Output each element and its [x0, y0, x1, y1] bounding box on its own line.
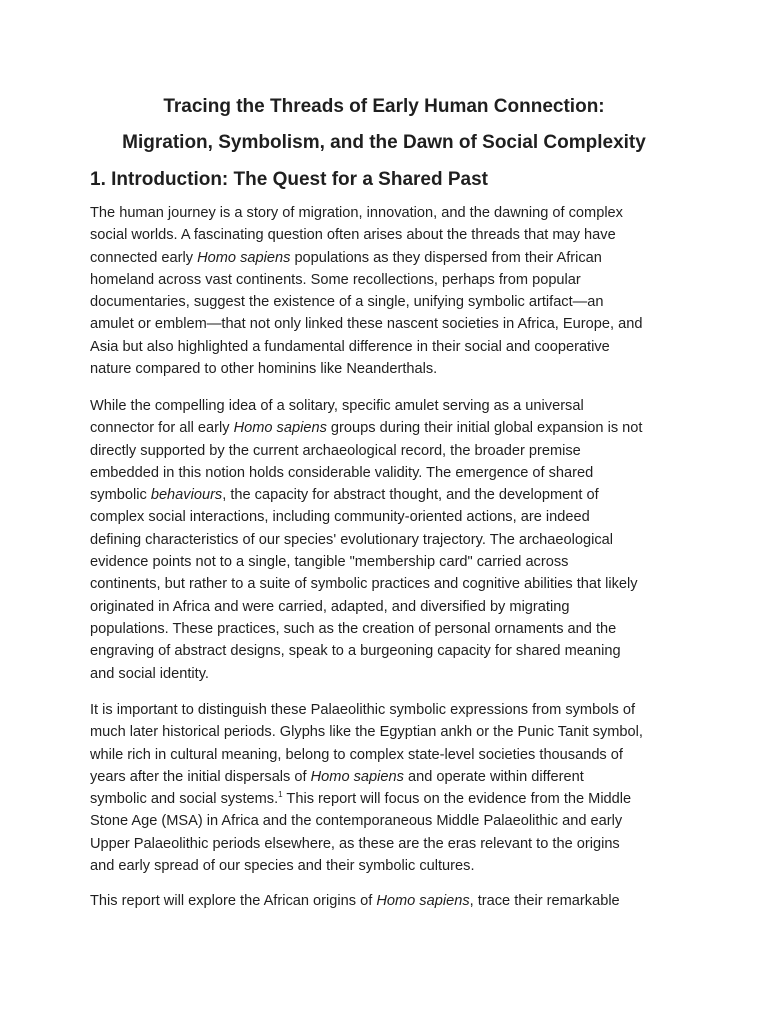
text-line: connector for all early Homo sapiens groups during their initial global expansion is not: [90, 420, 643, 437]
text-line: connected early Homo sapiens populations as they dispersed from their African: [90, 249, 602, 266]
text-line: symbolic and social systems.$^1$ This report will focus on the evidence from the Middle: [90, 790, 632, 808]
text-line: engraving of abstract designs, speak to a burgeoning capacity for shared meaning: [90, 643, 621, 660]
text-line: populations. These practices, such as the creation of personal ornaments and the: [90, 620, 617, 637]
text-line: documentaries, suggest the existence of a single, unifying symbolic artifact—an: [90, 294, 604, 311]
text-line: Stone Age (MSA) in Africa and the contemporaneous Middle Palaeolithic and early: [90, 813, 623, 830]
footnote-ref[interactable]: 1: [278, 790, 283, 800]
text-line: This report will explore the African origins of Homo sapiens, trace their remarkable: [90, 893, 620, 909]
paragraph-4: [90, 890, 690, 912]
text-line: and early spread of our species and their symbolic cultures.: [90, 858, 475, 875]
paragraph-2: [90, 395, 690, 685]
document-title-line-2: Migration, Symbolism, and the Dawn of Social Complexity: [122, 132, 646, 153]
text-line: It is important to distinguish these Palaeolithic symbolic expressions from symbols of: [90, 702, 636, 718]
text-line: much later historical periods. Glyphs like the Egyptian ankh or the Punic Tanit symbol,: [90, 724, 643, 741]
text-line: Asia but also highlighted a fundamental difference in their social and cooperative: [90, 338, 610, 355]
text-line: defining characteristics of our species' evolutionary trajectory. The archaeological: [90, 531, 614, 548]
document-title-line-1: Tracing the Threads of Early Human Connection:: [163, 96, 605, 117]
text-line: complex social interactions, including community-oriented actions, are indeed: [90, 509, 590, 526]
text-line: originated in Africa and were carried, adapted, and diversified by migrating: [90, 598, 570, 615]
text-line: amulet or emblem—that not only linked these nascent societies in Africa, Europe, and: [90, 316, 643, 333]
text-line: and social identity.: [90, 665, 209, 682]
text-line: nature compared to other hominins like Neanderthals.: [90, 361, 438, 378]
text-line: while rich in cultural meaning, belong to complex state-level societies thousands of: [90, 746, 623, 763]
text-line: The human journey is a story of migration, innovation, and the dawning of complex: [90, 205, 623, 221]
text-line: continents, but rather to a suite of symbolic practices and cognitive abilities that likely: [90, 576, 638, 593]
paragraph-3: [90, 699, 690, 877]
text-line: evidence points not to a single, tangible "membership card" carried across: [90, 554, 569, 571]
section-heading: 1. Introduction: The Quest for a Shared Past: [90, 169, 488, 190]
paragraph-1: [90, 202, 690, 380]
text-line: Upper Palaeolithic periods elsewhere, as these are the eras relevant to the origins: [90, 835, 620, 852]
text-line: While the compelling idea of a solitary, specific amulet serving as a universal: [90, 398, 584, 414]
text-line: embedded in this notion holds considerable validity. The emergence of shared: [90, 464, 594, 481]
text-line: social worlds. A fascinating question often arises about the threads that may have: [90, 227, 616, 244]
text-line: homeland across vast continents. Some recollections, perhaps from popular: [90, 271, 581, 288]
text-line: directly supported by the current archaeological record, the broader premise: [90, 442, 581, 459]
text-line: symbolic behaviours, the capacity for abstract thought, and the development of: [90, 487, 599, 504]
text-line: years after the initial dispersals of Homo sapiens and operate within different: [90, 768, 584, 785]
